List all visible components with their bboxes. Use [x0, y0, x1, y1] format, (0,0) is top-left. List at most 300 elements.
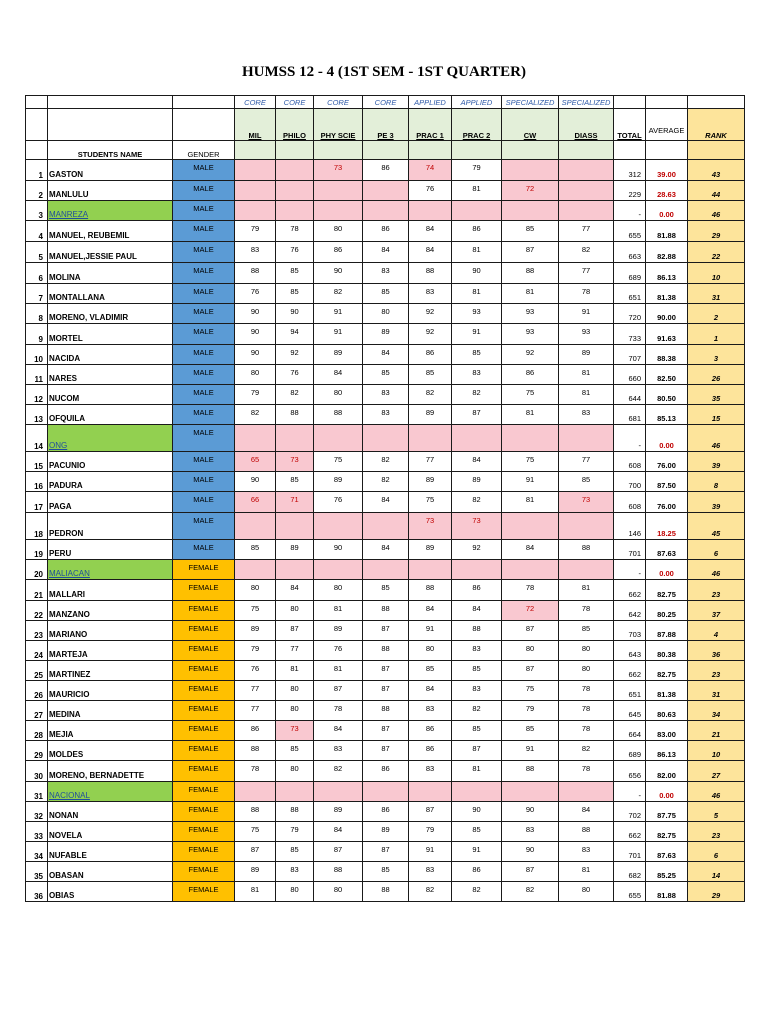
grade-cell[interactable] — [314, 513, 363, 540]
grade-cell[interactable]: 86 — [452, 580, 502, 601]
grade-cell[interactable] — [502, 201, 559, 221]
total-cell[interactable]: 655 — [614, 882, 646, 902]
rank-cell[interactable]: 6 — [688, 540, 745, 560]
student-name[interactable]: MANUEL,JESSIE PAUL — [48, 242, 173, 263]
student-name[interactable]: OBIAS — [48, 882, 173, 902]
grade-cell[interactable]: 89 — [235, 621, 276, 641]
rank-cell[interactable]: 29 — [688, 882, 745, 902]
total-cell[interactable]: 700 — [614, 472, 646, 492]
grade-cell[interactable]: 86 — [363, 802, 409, 822]
student-row[interactable] — [26, 345, 745, 365]
grade-cell[interactable]: 75 — [409, 492, 452, 513]
grade-cell[interactable] — [452, 560, 502, 580]
grade-cell[interactable]: 87 — [502, 862, 559, 882]
student-name[interactable]: GASTON — [48, 160, 173, 181]
grade-cell[interactable]: 82 — [314, 761, 363, 782]
grade-cell[interactable]: 78 — [559, 701, 614, 721]
subject-header[interactable]: PRAC 1 — [409, 109, 452, 141]
grade-cell[interactable]: 84 — [363, 540, 409, 560]
rank-cell[interactable]: 43 — [688, 160, 745, 181]
student-row[interactable] — [26, 284, 745, 304]
grade-cell[interactable]: 77 — [409, 452, 452, 472]
grade-cell[interactable]: 65 — [235, 452, 276, 472]
grade-cell[interactable] — [409, 560, 452, 580]
average-cell[interactable]: 82.50 — [646, 365, 688, 385]
student-row[interactable] — [26, 782, 745, 802]
gender-cell[interactable]: MALE — [173, 513, 235, 540]
grade-cell[interactable] — [276, 425, 314, 452]
grade-cell[interactable]: 89 — [314, 802, 363, 822]
grade-cell[interactable] — [235, 782, 276, 802]
subject-header[interactable]: MIL — [235, 109, 276, 141]
grade-cell[interactable]: 75 — [502, 452, 559, 472]
grade-cell[interactable]: 90 — [235, 304, 276, 324]
total-cell[interactable]: - — [614, 782, 646, 802]
average-cell[interactable]: 76.00 — [646, 452, 688, 472]
student-row[interactable] — [26, 761, 745, 782]
grade-cell[interactable]: 78 — [559, 761, 614, 782]
grade-cell[interactable]: 89 — [409, 472, 452, 492]
rank-cell[interactable]: 46 — [688, 560, 745, 580]
grade-cell[interactable] — [363, 560, 409, 580]
grade-cell[interactable]: 87 — [276, 621, 314, 641]
grade-cell[interactable]: 77 — [235, 681, 276, 701]
total-cell[interactable]: 660 — [614, 365, 646, 385]
gender-cell[interactable]: MALE — [173, 452, 235, 472]
student-name[interactable]: MARTEJA — [48, 641, 173, 661]
grade-cell[interactable]: 89 — [235, 862, 276, 882]
student-name[interactable]: MANLULU — [48, 181, 173, 201]
grade-cell[interactable]: 86 — [502, 365, 559, 385]
rank-cell[interactable]: 36 — [688, 641, 745, 661]
grade-cell[interactable]: 72 — [502, 181, 559, 201]
grade-cell[interactable]: 79 — [235, 641, 276, 661]
grade-cell[interactable]: 83 — [409, 284, 452, 304]
gender-cell[interactable]: MALE — [173, 324, 235, 345]
average-cell[interactable]: 90.00 — [646, 304, 688, 324]
student-name[interactable]: MORENO, VLADIMIR — [48, 304, 173, 324]
grade-cell[interactable]: 83 — [409, 761, 452, 782]
student-name[interactable]: MEDINA — [48, 701, 173, 721]
grade-cell[interactable]: 79 — [276, 822, 314, 842]
rank-cell[interactable]: 46 — [688, 782, 745, 802]
student-name[interactable]: MEJIA — [48, 721, 173, 741]
gender-cell[interactable]: FEMALE — [173, 862, 235, 882]
gender-cell[interactable]: MALE — [173, 365, 235, 385]
grade-cell[interactable]: 74 — [409, 160, 452, 181]
grade-cell[interactable]: 80 — [276, 701, 314, 721]
grade-cell[interactable]: 83 — [409, 862, 452, 882]
grade-cell[interactable]: 87 — [314, 842, 363, 862]
total-cell[interactable]: 644 — [614, 385, 646, 405]
grade-cell[interactable]: 90 — [235, 345, 276, 365]
rank-cell[interactable]: 23 — [688, 661, 745, 681]
gender-cell[interactable]: FEMALE — [173, 741, 235, 761]
total-cell[interactable]: 681 — [614, 405, 646, 425]
grade-cell[interactable]: 73 — [409, 513, 452, 540]
grade-cell[interactable]: 84 — [409, 601, 452, 621]
total-cell[interactable]: 689 — [614, 263, 646, 284]
grade-cell[interactable]: 82 — [452, 882, 502, 902]
student-name[interactable]: PACUNIO — [48, 452, 173, 472]
total-cell[interactable]: - — [614, 425, 646, 452]
grade-cell[interactable]: 84 — [363, 242, 409, 263]
grade-cell[interactable]: 87 — [363, 661, 409, 681]
grade-cell[interactable] — [314, 425, 363, 452]
student-name[interactable]: MARTINEZ — [48, 661, 173, 681]
grade-cell[interactable]: 80 — [502, 641, 559, 661]
grade-cell[interactable]: 93 — [452, 304, 502, 324]
grade-cell[interactable] — [409, 201, 452, 221]
rank-cell[interactable]: 31 — [688, 681, 745, 701]
grade-cell[interactable]: 78 — [559, 284, 614, 304]
grade-cell[interactable]: 88 — [363, 882, 409, 902]
rank-cell[interactable]: 21 — [688, 721, 745, 741]
grade-cell[interactable]: 84 — [452, 601, 502, 621]
grade-cell[interactable]: 88 — [363, 601, 409, 621]
student-row[interactable] — [26, 560, 745, 580]
grade-cell[interactable]: 86 — [452, 862, 502, 882]
grade-cell[interactable]: 90 — [235, 324, 276, 345]
subject-header[interactable]: PE 3 — [363, 109, 409, 141]
grade-cell[interactable]: 93 — [502, 304, 559, 324]
grade-cell[interactable]: 89 — [276, 540, 314, 560]
grade-cell[interactable]: 87 — [363, 681, 409, 701]
average-cell[interactable]: 86.13 — [646, 741, 688, 761]
total-cell[interactable]: 682 — [614, 862, 646, 882]
grade-cell[interactable]: 82 — [409, 882, 452, 902]
grade-cell[interactable]: 90 — [235, 472, 276, 492]
grade-cell[interactable]: 93 — [559, 324, 614, 345]
average-cell[interactable]: 0.00 — [646, 201, 688, 221]
grade-cell[interactable]: 76 — [409, 181, 452, 201]
average-cell[interactable]: 87.88 — [646, 621, 688, 641]
grade-cell[interactable]: 92 — [452, 540, 502, 560]
total-cell[interactable]: 645 — [614, 701, 646, 721]
gender-cell[interactable]: MALE — [173, 284, 235, 304]
grade-cell[interactable]: 82 — [559, 741, 614, 761]
rank-cell[interactable]: 37 — [688, 601, 745, 621]
rank-cell[interactable]: 44 — [688, 181, 745, 201]
grade-cell[interactable]: 82 — [452, 492, 502, 513]
grade-cell[interactable]: 81 — [559, 385, 614, 405]
total-cell[interactable]: 663 — [614, 242, 646, 263]
grade-cell[interactable]: 90 — [314, 540, 363, 560]
grade-cell[interactable]: 82 — [363, 452, 409, 472]
grade-cell[interactable]: 78 — [502, 580, 559, 601]
gender-cell[interactable]: MALE — [173, 201, 235, 221]
grade-cell[interactable]: 88 — [314, 862, 363, 882]
average-cell[interactable]: 87.50 — [646, 472, 688, 492]
grade-cell[interactable]: 84 — [559, 802, 614, 822]
rank-cell[interactable]: 10 — [688, 263, 745, 284]
grade-cell[interactable]: 73 — [452, 513, 502, 540]
grade-cell[interactable]: 84 — [314, 822, 363, 842]
grade-cell[interactable] — [452, 782, 502, 802]
grade-cell[interactable]: 83 — [409, 701, 452, 721]
student-name[interactable]: MOLDES — [48, 741, 173, 761]
grade-cell[interactable]: 90 — [502, 802, 559, 822]
student-name[interactable]: NARES — [48, 365, 173, 385]
grade-cell[interactable]: 88 — [409, 580, 452, 601]
grade-cell[interactable] — [559, 513, 614, 540]
grade-cell[interactable]: 87 — [452, 405, 502, 425]
grade-cell[interactable]: 73 — [559, 492, 614, 513]
grade-cell[interactable]: 81 — [452, 242, 502, 263]
student-name[interactable]: PADURA — [48, 472, 173, 492]
gender-cell[interactable]: MALE — [173, 221, 235, 242]
grade-cell[interactable]: 85 — [363, 862, 409, 882]
rank-cell[interactable]: 5 — [688, 802, 745, 822]
grade-cell[interactable]: 81 — [559, 862, 614, 882]
rank-cell[interactable]: 10 — [688, 741, 745, 761]
student-row[interactable] — [26, 580, 745, 601]
grade-cell[interactable] — [502, 513, 559, 540]
total-cell[interactable]: 689 — [614, 741, 646, 761]
grade-cell[interactable]: 90 — [452, 263, 502, 284]
grade-cell[interactable]: 82 — [502, 882, 559, 902]
grade-cell[interactable] — [235, 181, 276, 201]
average-cell[interactable]: 28.63 — [646, 181, 688, 201]
average-cell[interactable]: 81.88 — [646, 221, 688, 242]
student-row[interactable] — [26, 181, 745, 201]
grade-cell[interactable]: 83 — [235, 242, 276, 263]
grade-cell[interactable]: 80 — [276, 681, 314, 701]
grade-cell[interactable] — [276, 181, 314, 201]
rank-cell[interactable]: 34 — [688, 701, 745, 721]
average-cell[interactable]: 82.00 — [646, 761, 688, 782]
total-cell[interactable]: 655 — [614, 221, 646, 242]
gender-cell[interactable]: FEMALE — [173, 661, 235, 681]
student-row[interactable] — [26, 472, 745, 492]
average-header[interactable]: AVERAGE — [646, 109, 688, 141]
grade-cell[interactable]: 75 — [235, 601, 276, 621]
grade-cell[interactable]: 78 — [235, 761, 276, 782]
gender-cell[interactable]: FEMALE — [173, 560, 235, 580]
student-name[interactable]: MALIACAN — [48, 560, 173, 580]
gender-cell[interactable]: MALE — [173, 242, 235, 263]
grade-cell[interactable]: 76 — [314, 492, 363, 513]
grade-cell[interactable]: 81 — [235, 882, 276, 902]
grade-cell[interactable]: 88 — [559, 822, 614, 842]
average-cell[interactable]: 0.00 — [646, 560, 688, 580]
total-cell[interactable]: 229 — [614, 181, 646, 201]
grade-cell[interactable]: 83 — [276, 862, 314, 882]
gender-cell[interactable]: MALE — [173, 181, 235, 201]
grade-cell[interactable]: 81 — [559, 365, 614, 385]
grade-cell[interactable]: 89 — [363, 822, 409, 842]
grade-cell[interactable]: 81 — [502, 405, 559, 425]
grade-cell[interactable] — [452, 201, 502, 221]
grade-cell[interactable]: 76 — [276, 242, 314, 263]
grade-cell[interactable]: 88 — [235, 263, 276, 284]
total-cell[interactable]: 608 — [614, 452, 646, 472]
grade-cell[interactable] — [235, 160, 276, 181]
grade-cell[interactable] — [452, 425, 502, 452]
rank-cell[interactable]: 31 — [688, 284, 745, 304]
grade-cell[interactable]: 83 — [363, 263, 409, 284]
grade-cell[interactable]: 91 — [409, 842, 452, 862]
grade-cell[interactable]: 80 — [276, 601, 314, 621]
grade-cell[interactable]: 85 — [559, 472, 614, 492]
rank-cell[interactable]: 26 — [688, 365, 745, 385]
grade-cell[interactable]: 86 — [363, 221, 409, 242]
grade-cell[interactable]: 78 — [276, 221, 314, 242]
grade-cell[interactable]: 77 — [559, 263, 614, 284]
total-cell[interactable]: 146 — [614, 513, 646, 540]
grade-cell[interactable] — [314, 181, 363, 201]
grade-cell[interactable]: 76 — [276, 365, 314, 385]
grade-cell[interactable]: 81 — [502, 492, 559, 513]
gender-cell[interactable]: FEMALE — [173, 802, 235, 822]
grade-cell[interactable]: 85 — [452, 345, 502, 365]
grade-cell[interactable]: 83 — [452, 365, 502, 385]
total-cell[interactable]: 662 — [614, 661, 646, 681]
grade-cell[interactable]: 84 — [502, 540, 559, 560]
grade-cell[interactable]: 87 — [502, 242, 559, 263]
grade-cell[interactable]: 66 — [235, 492, 276, 513]
average-cell[interactable]: 80.63 — [646, 701, 688, 721]
grade-cell[interactable]: 81 — [314, 601, 363, 621]
grade-cell[interactable]: 81 — [276, 661, 314, 681]
grade-cell[interactable]: 90 — [452, 802, 502, 822]
grade-cell[interactable]: 87 — [363, 741, 409, 761]
grade-cell[interactable]: 81 — [452, 761, 502, 782]
rank-header[interactable]: RANK — [688, 109, 745, 141]
student-name[interactable]: NACIDA — [48, 345, 173, 365]
grade-cell[interactable]: 84 — [363, 492, 409, 513]
gender-cell[interactable]: MALE — [173, 472, 235, 492]
grade-cell[interactable]: 87 — [235, 842, 276, 862]
student-name[interactable]: MORENO, BERNADETTE — [48, 761, 173, 782]
average-cell[interactable]: 80.25 — [646, 601, 688, 621]
grade-cell[interactable]: 91 — [314, 324, 363, 345]
grade-cell[interactable] — [502, 160, 559, 181]
total-cell[interactable]: 720 — [614, 304, 646, 324]
subject-header[interactable]: CW — [502, 109, 559, 141]
student-row[interactable] — [26, 405, 745, 425]
gender-header[interactable]: GENDER — [173, 141, 235, 160]
grade-cell[interactable]: 80 — [276, 761, 314, 782]
grade-cell[interactable]: 86 — [452, 221, 502, 242]
student-row[interactable] — [26, 452, 745, 472]
grade-cell[interactable] — [276, 560, 314, 580]
average-cell[interactable]: 82.75 — [646, 661, 688, 681]
grade-cell[interactable]: 78 — [314, 701, 363, 721]
grade-cell[interactable] — [314, 560, 363, 580]
grade-cell[interactable] — [235, 425, 276, 452]
grade-cell[interactable]: 86 — [235, 721, 276, 741]
grade-cell[interactable]: 81 — [314, 661, 363, 681]
grade-cell[interactable]: 85 — [276, 284, 314, 304]
grade-cell[interactable] — [409, 782, 452, 802]
gender-cell[interactable]: FEMALE — [173, 761, 235, 782]
grade-cell[interactable] — [559, 160, 614, 181]
grade-cell[interactable] — [235, 201, 276, 221]
student-row[interactable] — [26, 661, 745, 681]
grade-cell[interactable]: 83 — [363, 405, 409, 425]
student-name[interactable]: MALLARI — [48, 580, 173, 601]
grade-cell[interactable]: 85 — [502, 721, 559, 741]
student-row[interactable] — [26, 681, 745, 701]
average-cell[interactable]: 81.38 — [646, 284, 688, 304]
grade-cell[interactable] — [235, 560, 276, 580]
grade-cell[interactable]: 91 — [559, 304, 614, 324]
student-row[interactable] — [26, 425, 745, 452]
grade-cell[interactable]: 87 — [314, 681, 363, 701]
student-name[interactable]: MOLINA — [48, 263, 173, 284]
total-cell[interactable]: 701 — [614, 540, 646, 560]
rank-cell[interactable]: 27 — [688, 761, 745, 782]
grade-cell[interactable] — [559, 425, 614, 452]
gender-cell[interactable]: FEMALE — [173, 842, 235, 862]
grade-cell[interactable] — [276, 782, 314, 802]
total-cell[interactable]: 703 — [614, 621, 646, 641]
rank-cell[interactable]: 4 — [688, 621, 745, 641]
grade-cell[interactable]: 92 — [409, 324, 452, 345]
grade-cell[interactable] — [559, 560, 614, 580]
grade-cell[interactable]: 89 — [559, 345, 614, 365]
grade-cell[interactable]: 85 — [363, 365, 409, 385]
grade-cell[interactable] — [363, 513, 409, 540]
grade-cell[interactable] — [559, 181, 614, 201]
student-row[interactable] — [26, 621, 745, 641]
gender-cell[interactable]: FEMALE — [173, 782, 235, 802]
grade-cell[interactable]: 86 — [314, 242, 363, 263]
grade-cell[interactable]: 85 — [452, 661, 502, 681]
average-cell[interactable]: 39.00 — [646, 160, 688, 181]
rank-cell[interactable]: 46 — [688, 425, 745, 452]
student-name[interactable]: PAGA — [48, 492, 173, 513]
grade-cell[interactable]: 73 — [276, 721, 314, 741]
average-cell[interactable]: 85.25 — [646, 862, 688, 882]
student-name[interactable]: MONTALLANA — [48, 284, 173, 304]
grade-cell[interactable]: 89 — [314, 472, 363, 492]
gender-cell[interactable]: FEMALE — [173, 681, 235, 701]
student-row[interactable] — [26, 201, 745, 221]
subject-header[interactable]: PHY SCIE — [314, 109, 363, 141]
rank-cell[interactable]: 46 — [688, 201, 745, 221]
grade-cell[interactable]: 78 — [559, 681, 614, 701]
grade-cell[interactable] — [314, 782, 363, 802]
total-cell[interactable]: 651 — [614, 681, 646, 701]
grade-cell[interactable]: 77 — [235, 701, 276, 721]
grade-cell[interactable]: 76 — [314, 641, 363, 661]
student-row[interactable] — [26, 324, 745, 345]
grade-cell[interactable]: 82 — [452, 385, 502, 405]
grade-cell[interactable]: 78 — [559, 721, 614, 741]
grade-cell[interactable]: 93 — [502, 324, 559, 345]
grade-cell[interactable]: 77 — [559, 221, 614, 242]
grade-cell[interactable]: 83 — [363, 385, 409, 405]
grade-cell[interactable]: 85 — [409, 365, 452, 385]
grade-cell[interactable]: 76 — [235, 661, 276, 681]
subject-header[interactable]: DIASS — [559, 109, 614, 141]
total-cell[interactable]: 608 — [614, 492, 646, 513]
rank-cell[interactable]: 45 — [688, 513, 745, 540]
gender-cell[interactable]: MALE — [173, 540, 235, 560]
grade-cell[interactable] — [559, 201, 614, 221]
grade-cell[interactable]: 87 — [363, 621, 409, 641]
grade-cell[interactable]: 88 — [363, 701, 409, 721]
grade-cell[interactable] — [409, 425, 452, 452]
average-cell[interactable]: 87.63 — [646, 842, 688, 862]
grade-cell[interactable]: 82 — [363, 472, 409, 492]
student-row[interactable] — [26, 802, 745, 822]
gender-cell[interactable]: MALE — [173, 304, 235, 324]
rank-cell[interactable]: 1 — [688, 324, 745, 345]
grade-cell[interactable]: 73 — [276, 452, 314, 472]
